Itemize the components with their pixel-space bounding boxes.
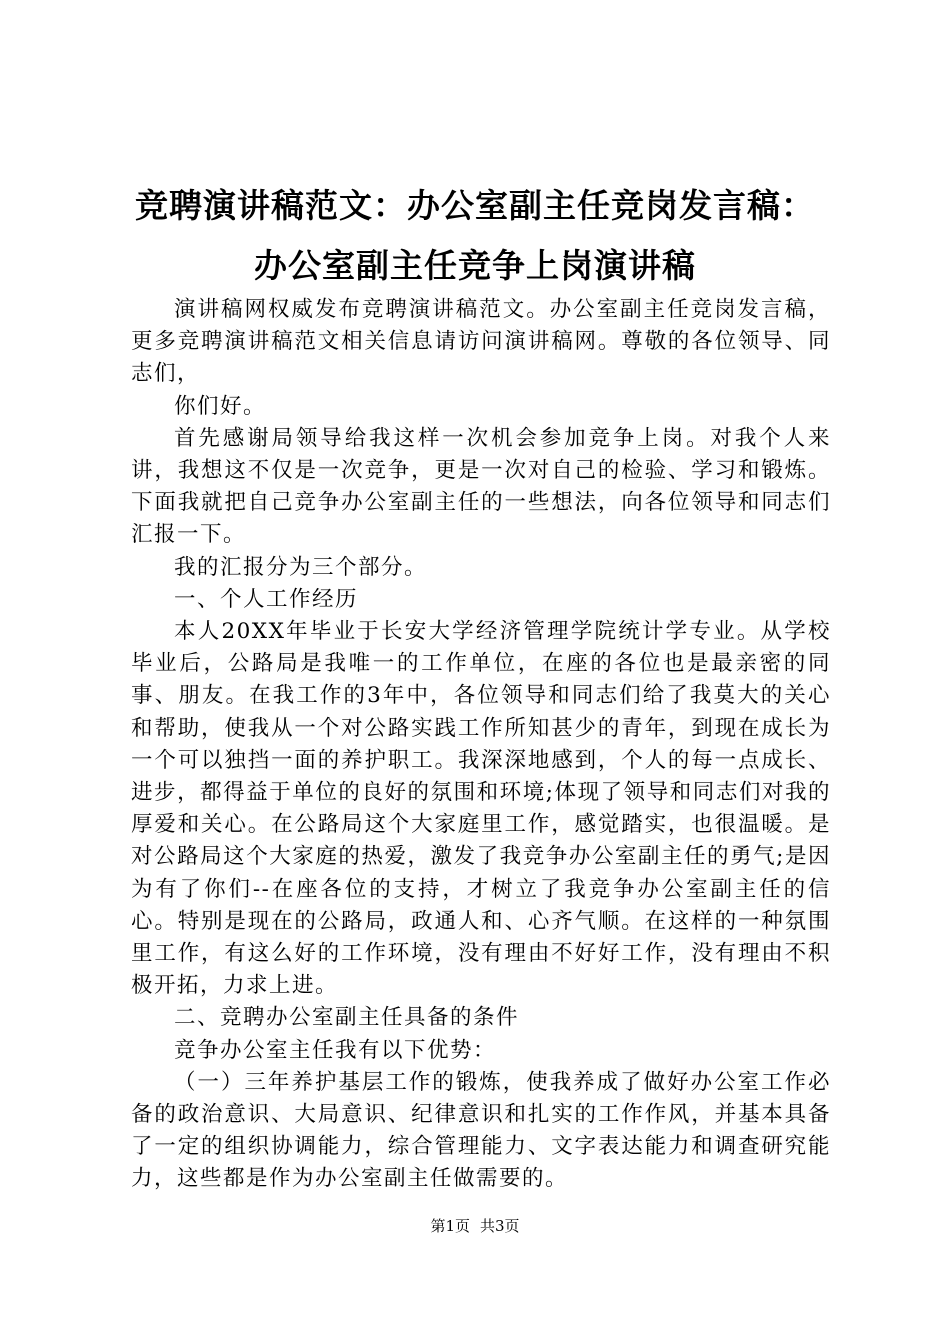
paragraph-thanks: 首先感谢局领导给我这样一次机会参加竞争上岗。对我个人来讲，我想这不仅是一次竞争，更是一次对自己的检验、学习和锻炼。下面我就把自己竞争办公室副主任的一些想法，向各位领导和同志们汇报一下。 [131,425,831,548]
paragraph-greeting: 你们好。 [174,393,267,419]
paragraph-outline: 我的汇报分为三个部分。 [174,554,428,580]
document-title [0,176,950,296]
paragraph-advantages-intro: 竞争办公室主任我有以下优势： [174,1037,497,1063]
title-line-2: 办公室副主任竞争上岗演讲稿 [254,246,696,285]
title-line-1: 竞聘演讲稿范文：办公室副主任竞岗发言稿： [135,186,815,225]
section-heading-1: 一、个人工作经历 [174,586,359,612]
paragraph-advantage-1: （一）三年养护基层工作的锻炼，使我养成了做好办公室工作必备的政治意识、大局意识、纪律意识和扎实的工作作风，并基本具备了一定的组织协调能力，综合管理能力、文字表达能力和调查研究能力，这些都是作为办公室副主任做需要的。 [131,1069,831,1192]
page-number: 第1页 [430,1217,470,1235]
page-total: 共3页 [480,1217,520,1235]
paragraph-intro: 演讲稿网权威发布竞聘演讲稿范文。办公室副主任竞岗发言稿，更多竞聘演讲稿范文相关信息请访问演讲稿网。尊敬的各位领导、同志们， [131,297,831,387]
document-body [131,294,831,1196]
section-heading-2: 二、竞聘办公室副主任具备的条件 [174,1005,520,1031]
paragraph-experience: 本人20XX年毕业于长安大学经济管理学院统计学专业。从学校毕业后，公路局是我唯一的工作单位，在座的各位也是最亲密的同事、朋友。在我工作的3年中，各位领导和同志们给了我莫大的关心和帮助，使我从一个对公路实践工作所知甚少的青年，到现在成长为一个可以独挡一面的养护职工。我深深地感到，个人的每一点成长、进步，都得益于单位的良好的氛围和环境;体现了领导和同志们对我的厚爱和关心。在公路局这个大家庭里工作，感觉踏实，也很温暖。是对公路局这个大家庭的热爱，激发了我竞争办公室副主任的勇气;是因为有了你们--在座各位的支持，才树立了我竞争办公室副主任的信心。特别是现在的公路局，政通人和、心齐气顺。在这样的一种氛围里工作，有这么好的工作环境，没有理由不好好工作，没有理由不积极开拓，力求上进。 [131,619,831,999]
page-footer [0,1216,950,1236]
